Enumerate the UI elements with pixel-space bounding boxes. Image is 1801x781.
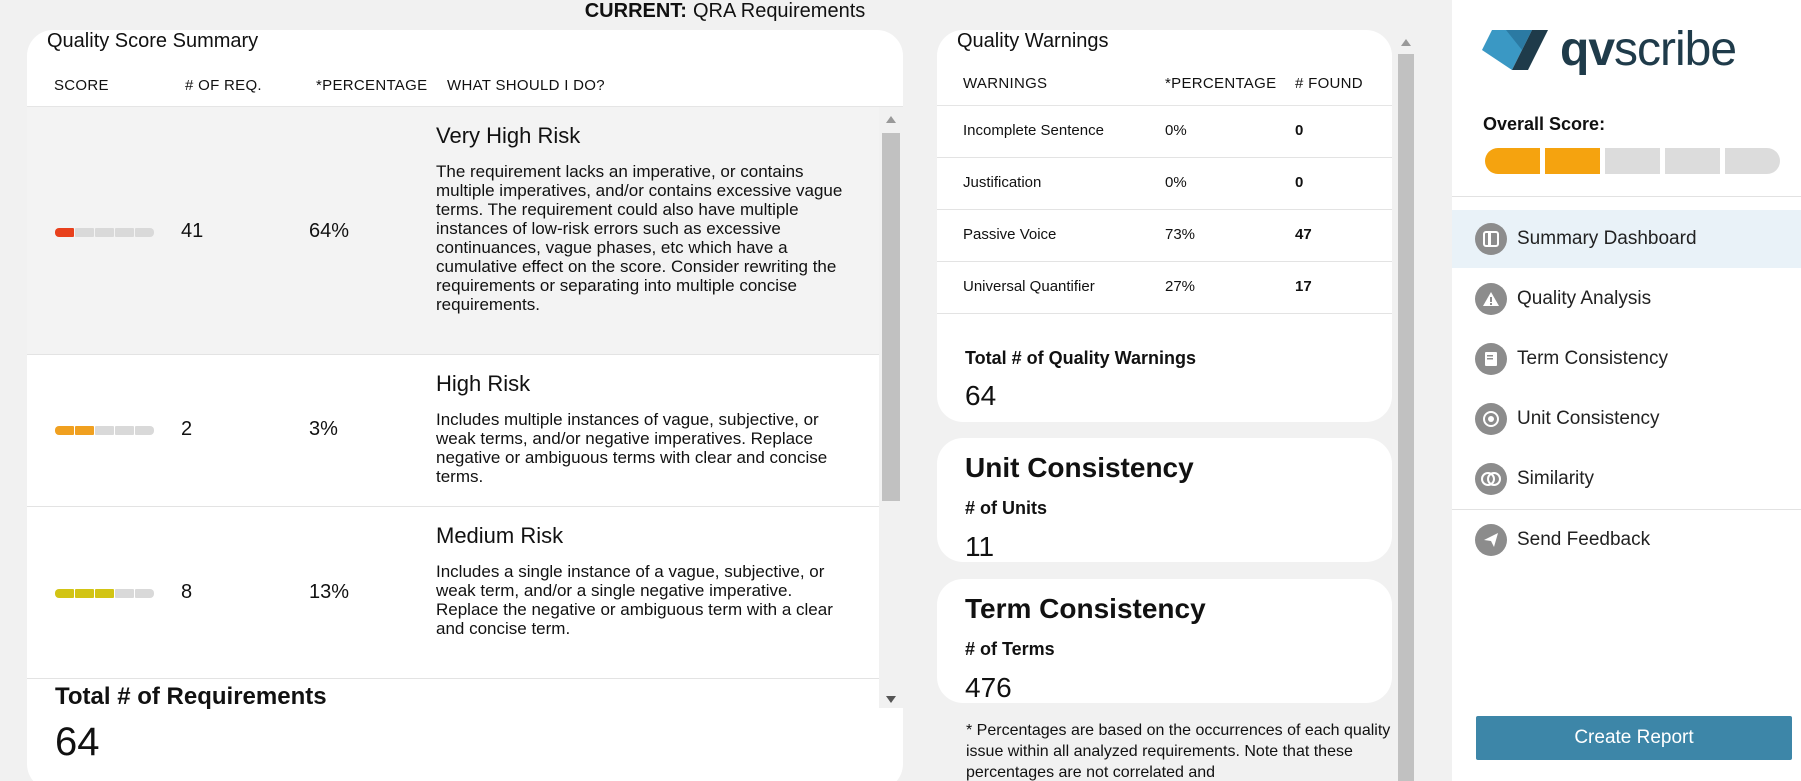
sidebar-item-term-consistency[interactable]	[1452, 330, 1801, 388]
scroll-down-arrow-icon[interactable]	[886, 696, 896, 703]
warning-found: 17	[1295, 278, 1312, 295]
sidebar-item-label: Send Feedback	[1517, 529, 1651, 550]
unit-consistency-card	[937, 438, 1392, 562]
terms-value: 476	[965, 672, 1012, 703]
table-row	[27, 507, 879, 679]
risk-table[interactable]	[27, 106, 903, 708]
scrollbar-thumb[interactable]	[882, 133, 900, 501]
units-value: 11	[965, 531, 995, 562]
quality-warnings-card	[937, 30, 1392, 422]
send-icon	[1475, 524, 1507, 556]
sidebar-item-label: Unit Consistency	[1517, 408, 1660, 429]
term-consistency-card	[937, 579, 1392, 703]
requirement-count: 41	[181, 220, 204, 242]
title-prefix: CURRENT:	[584, 0, 687, 22]
warning-name: Justification	[963, 174, 1042, 191]
sidebar-item-label: Summary Dashboard	[1517, 228, 1697, 249]
card-title: Quality Warnings	[957, 30, 1109, 52]
scrollbar[interactable]	[1396, 30, 1416, 781]
requirement-percentage: 64%	[309, 220, 350, 242]
warning-found: 0	[1295, 174, 1304, 191]
table-row	[937, 210, 1392, 262]
sidebar-item-quality-analysis[interactable]	[1452, 270, 1801, 328]
similarity-icon	[1475, 463, 1507, 495]
warning-found: 0	[1295, 122, 1304, 139]
table-row	[27, 107, 879, 355]
logo-bold-text: qv	[1560, 23, 1615, 76]
logo-mark-icon	[1482, 30, 1550, 70]
warning-percentage: 27%	[1165, 278, 1196, 295]
scrollbar-thumb[interactable]	[1398, 54, 1414, 781]
title-text: QRA Requirements	[692, 0, 866, 22]
risk-description: The requirement lacks an imperative, or contains multiple imperatives, and/or contains excessive vague terms. The requirement could also have multiple instances of low-risk errors such as excessive continuances, vague phases, etc which have a cumulative effect on the score. Consider rewriting the requirements or separating into multiple concise requirements.	[436, 162, 843, 314]
risk-title: High Risk	[436, 371, 531, 396]
scroll-up-arrow-icon[interactable]	[1401, 39, 1411, 46]
total-warnings-value: 64	[965, 380, 997, 411]
requirement-count: 8	[181, 581, 193, 603]
quality-score-summary-card	[27, 30, 903, 781]
divider	[1452, 509, 1801, 510]
dashboard-icon	[1475, 223, 1507, 255]
risk-title: Medium Risk	[436, 523, 564, 548]
column-header-percentage: *PERCENTAGE	[316, 77, 428, 94]
sidebar-item-send-feedback[interactable]	[1452, 511, 1801, 569]
warning-percentage: 0%	[1165, 174, 1187, 191]
sidebar	[1452, 0, 1801, 781]
requirement-count: 2	[181, 418, 193, 440]
sidebar-item-label: Term Consistency	[1517, 348, 1668, 369]
units-label: # of Units	[965, 498, 1048, 518]
scrollbar[interactable]	[879, 107, 903, 708]
warning-percentage: 73%	[1165, 226, 1196, 243]
sidebar-item-label: Quality Analysis	[1517, 288, 1652, 309]
score-bar	[55, 426, 154, 435]
total-requirements-label: Total # of Requirements	[55, 683, 327, 710]
warning-percentage: 0%	[1165, 122, 1187, 139]
table-row	[937, 106, 1392, 158]
score-bar	[55, 228, 154, 237]
sidebar-item-label: Similarity	[1517, 468, 1595, 489]
logo-text: scribe	[1614, 23, 1737, 76]
requirement-percentage: 13%	[309, 581, 350, 603]
document-icon	[1475, 343, 1507, 375]
card-title: Unit Consistency	[965, 452, 1194, 483]
divider	[1452, 196, 1801, 197]
sidebar-item-similarity[interactable]	[1452, 450, 1801, 508]
create-report-button[interactable]: Create Report	[1476, 716, 1792, 760]
warning-name: Passive Voice	[963, 226, 1057, 243]
overall-score-bar	[1485, 148, 1780, 174]
risk-description: Includes multiple instances of vague, subjective, or weak terms, and/or negative imperatives. Replace negative or ambiguous terms with clear and concise terms.	[436, 410, 828, 486]
column-header-found: # FOUND	[1295, 75, 1363, 92]
warning-found: 47	[1295, 226, 1312, 243]
units-icon	[1475, 403, 1507, 435]
requirement-percentage: 3%	[309, 418, 338, 440]
column-header-count: # OF REQ.	[185, 77, 262, 94]
warning-name: Incomplete Sentence	[963, 122, 1104, 139]
warning-icon	[1475, 283, 1507, 315]
total-requirements-value: 64	[55, 720, 100, 764]
qvscribe-logo	[1482, 23, 1737, 76]
percentage-footnote: * Percentages are based on the occurrences of each quality issue within all analyzed requirements. Note that these percentages are not correlated and	[966, 722, 1391, 781]
page-title	[0, 0, 1450, 22]
score-bar	[55, 589, 154, 598]
sidebar-item-summary-dashboard[interactable]	[1452, 210, 1801, 268]
card-title: Quality Score Summary	[47, 30, 259, 52]
overall-score-label: Overall Score:	[1483, 114, 1606, 134]
table-row	[937, 262, 1392, 314]
column-header-score: SCORE	[54, 77, 109, 94]
terms-label: # of Terms	[965, 639, 1055, 659]
column-header-action: WHAT SHOULD I DO?	[447, 77, 605, 94]
risk-title: Very High Risk	[436, 123, 581, 148]
sidebar-item-unit-consistency[interactable]	[1452, 390, 1801, 448]
warning-name: Universal Quantifier	[963, 278, 1095, 295]
column-header-percentage: *PERCENTAGE	[1165, 75, 1277, 92]
table-row	[937, 158, 1392, 210]
table-row	[27, 355, 879, 507]
risk-description: Includes a single instance of a vague, subjective, or weak term, and/or a single negative imperative. Replace the negative or ambiguous term with a clear and concise term.	[436, 562, 833, 638]
column-header-warnings: WARNINGS	[963, 75, 1048, 92]
warnings-table	[937, 105, 1392, 314]
total-warnings-label: Total # of Quality Warnings	[965, 348, 1197, 368]
card-title: Term Consistency	[965, 593, 1206, 624]
scroll-up-arrow-icon[interactable]	[886, 116, 896, 123]
